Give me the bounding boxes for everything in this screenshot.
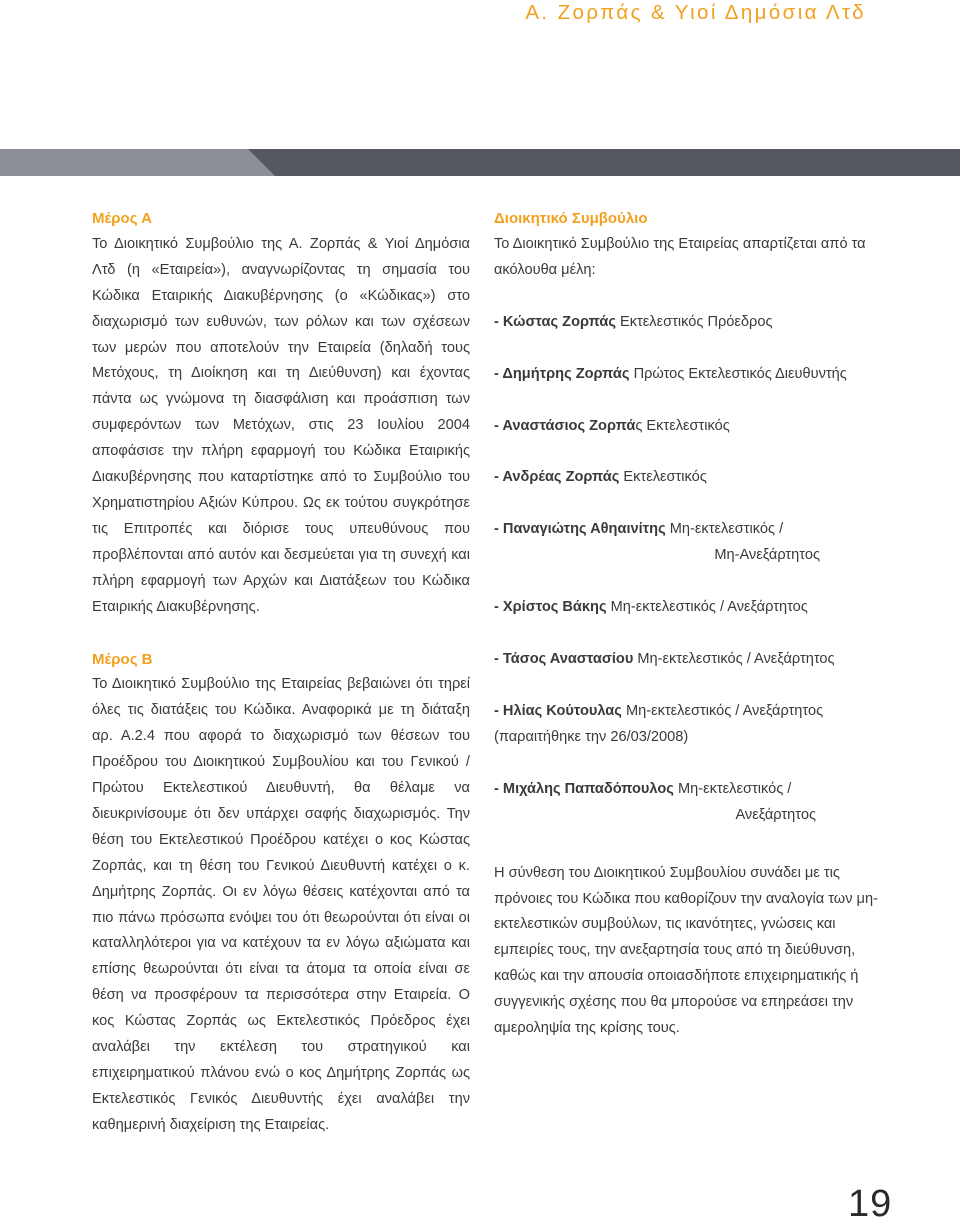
part-a-heading: Μέρος Α: [92, 210, 152, 227]
member-name: - Δημήτρης Ζορπάς: [494, 365, 630, 382]
header-divider-bar: [0, 149, 960, 176]
member-name: - Παναγιώτης Αθηαινίτης: [494, 521, 666, 538]
header-bar-graphic: [0, 149, 960, 176]
board-member: [494, 595, 880, 621]
member-role: Εκτελεστικός: [623, 469, 707, 486]
member-name: - Χρίστος Βάκης: [494, 599, 607, 616]
member-role-continued: Ανεξάρτητος: [735, 806, 816, 823]
member-role: Μη-εκτελεστικός / Ανεξάρτητος: [637, 651, 835, 668]
document-header-title: Α. Ζορπάς & Υιοί Δημόσια Λτδ: [525, 1, 866, 24]
member-role: Μη-εκτελεστικός / Ανεξάρτητος: [610, 599, 808, 616]
member-role: Πρώτος Εκτελεστικός Διευθυντής: [633, 365, 847, 382]
member-name: - Μιχάλης Παπαδόπουλος: [494, 780, 674, 797]
member-role: Μη-εκτελεστικός / Ανεξάρτητος: [625, 702, 824, 719]
board-member: [494, 362, 880, 388]
left-column: [92, 206, 470, 1139]
board-member: [494, 777, 880, 829]
member-role: Μη-εκτελεστικός /: [677, 780, 792, 797]
member-name: - Αναστάσιος Ζορπά: [494, 417, 636, 434]
board-member: [494, 699, 880, 751]
board-member: [494, 465, 880, 491]
member-name: - Κώστας Ζορπάς: [494, 313, 616, 330]
member-role-continued: Μη-Ανεξάρτητος: [714, 547, 820, 564]
member-name: - Τάσος Αναστασίου: [494, 651, 634, 668]
member-name: - Ηλίας Κούτουλας: [494, 702, 622, 719]
part-a-text: Το Διοικητικό Συμβούλιο της Α. Ζορπάς & Υιοί Δημόσια Λτδ (η «Εταιρεία»), αναγνωρίζοντας τη σημασία του Κώδικα Εταιρικής Διακυβέρνησης (ο «Κώδικας») στο διαχωρισμό των ευθυνών, των ρόλων και των σχέσεων των μερών που αποτελούν την Εταιρεία (δηλαδή τους Μετόχους, τη Διοίκηση και τη Διεύθυνση) και έχοντας πάντα ως γνώμονα τη διασφάλιση και προάσπιση των συμφερόντων των Μετόχων, στις 23 Ιουλίου 2004 αποφάσισε την πλήρη εφαρμογή του Κώδικα Εταιρικής Διακυβέρνησης που καταρτίστηκε από το Συμβούλιο του Χρηματιστηρίου Αξιών Κύπρου. Ως εκ τούτου συγκρότησε τις Επιτροπές και διόρισε τους υπευθύνους που προβλέπονται από αυτόν και δεσμεύεται για τη συνεχή και πλήρη εφαρμογή των Αρχών και Διατάξεων του Κώδικα Εταιρικής Διακυβέρνησης.: [92, 235, 470, 615]
board-member: [494, 647, 880, 673]
member-role: Εκτελεστικός Πρόεδρος: [620, 313, 773, 330]
member-role: ς Εκτελεστικός: [635, 417, 730, 434]
board-heading: Διοικητικό Συμβούλιο: [494, 210, 648, 227]
page-number: 19: [848, 1183, 893, 1225]
board-intro: Το Διοικητικό Συμβούλιο της Εταιρείας απαρτίζεται από τα ακόλουθα μέλη:: [494, 235, 866, 278]
board-summary: Η σύνθεση του Διοικητικού Συμβουλίου συνάδει με τις πρόνοιες του Κώδικα που καθορίζουν την αναλογία των μη-εκτελεστικών συμβούλων, τις ικανότητες, γνώσεις και εμπειρίες τους, την ανεξαρτησία τους από τη διεύθυνση, καθώς και την απουσία οποιασδήποτε επιχειρηματικής ή συγγενικής σχέσης που θα μπορούσε να επηρεάσει την αμεροληψία της κρίσης τους.: [494, 864, 878, 1037]
part-b-text: Το Διοικητικό Συμβούλιο της Εταιρείας βεβαιώνει ότι τηρεί όλες τις διατάξεις του Κώδικα. Αναφορικά με τη διάταξη αρ. Α.2.4 που αφορά το διαχωρισμό των θέσεων του Προέδρου του Διοικητικού Συμβουλίου και του Γενικού /Πρώτου Εκτελεστικού Διευθυντή, θα θέλαμε να διευκρινίσουμε ότι δεν υπάρχει σαφής διαχωρισμός. Την θέση του Εκτελεστικού Προέδρου κατέχει ο κος Κώστας Ζορπάς, και τη θέση του Γενικού Διευθυντή κατέχει ο κ. Δημήτρης Ζορπάς. Οι εν λόγω θέσεις κατέχονται από τα πιο πάνω πρόσωπα ενόψει του ότι θεωρούνται ότι είναι οι καταλληλότεροι για να κατέχουν τα εν λόγω αξιώματα και επίσης θεωρούνται ότι είναι τα άτομα τα οποία είναι σε θέση να προσφέρουν τα περισσότερα στην Εταιρεία. Ο κος Κώστας Ζορπάς ως Εκτελεστικός Πρόεδρος έχει αναλάβει την εκτέλεση του στρατηγικού και επιχειρηματικού πλάνου ενώ ο κος Δημήτρης Ζορπάς ως Εκτελεστικός Γενικός Διευθυντής έχει αναλάβει την καθημερινή διαχείριση της Εταιρείας.: [92, 676, 470, 1133]
board-member: [494, 414, 880, 440]
board-member: [494, 517, 880, 569]
board-member: [494, 310, 880, 336]
right-column: [494, 206, 880, 1042]
part-b-heading: Μέρος Β: [92, 650, 153, 668]
member-note: (παραιτήθηκε την 26/03/2008): [494, 728, 689, 745]
member-name: - Ανδρέας Ζορπάς: [494, 469, 620, 486]
member-role: Μη-εκτελεστικός /: [669, 521, 784, 538]
